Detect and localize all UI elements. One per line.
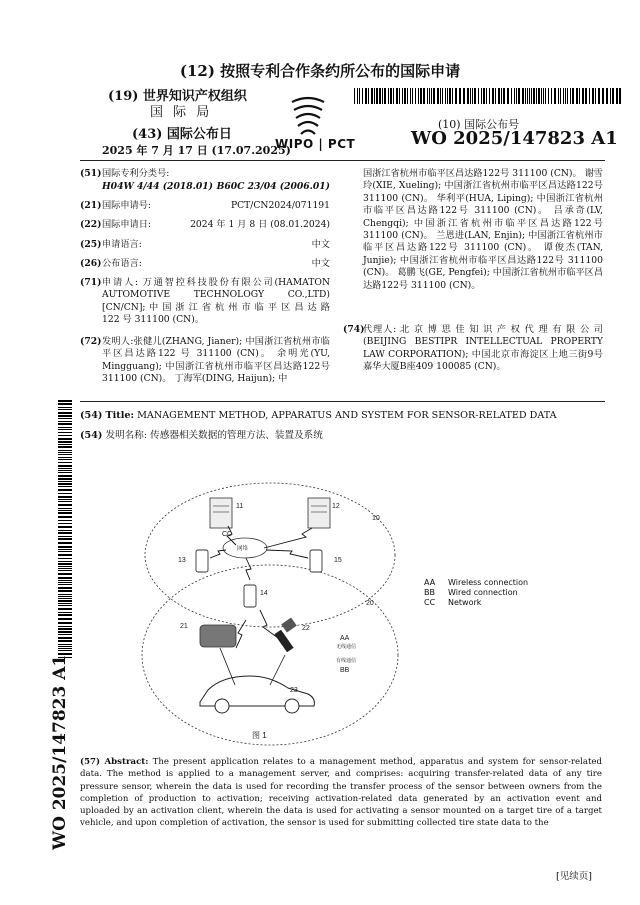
barcode-bar xyxy=(365,88,367,104)
barcode-bar xyxy=(374,88,375,104)
barcode-bar xyxy=(58,450,72,451)
barcode-bar xyxy=(429,88,430,104)
legend-item-bb: BB Wired connection xyxy=(424,588,518,597)
barcode-bar xyxy=(483,88,485,104)
filing-language-label: 申请语言: xyxy=(102,239,142,250)
barcode-bar xyxy=(58,582,72,583)
barcode-bar xyxy=(58,520,72,521)
barcode-bar xyxy=(58,561,72,562)
phone-15-icon xyxy=(310,550,322,572)
label-11: 11 xyxy=(236,503,244,510)
ipc-value-1: H04W 4/44 (2018.01) xyxy=(102,181,213,192)
barcode-bar xyxy=(431,88,432,104)
legend-item-cc: CC Network xyxy=(424,598,482,607)
filing-language-code: (25) xyxy=(80,239,102,250)
barcode-bar xyxy=(554,88,556,104)
barcode-bar xyxy=(572,88,574,104)
barcode-bar xyxy=(548,88,549,104)
barcode-bar xyxy=(58,504,72,506)
barcode-bar xyxy=(503,88,505,104)
ipc-value-2: B60C 23/04 (2006.01) xyxy=(216,181,330,192)
barcode-bar xyxy=(368,88,369,104)
barcode-bar xyxy=(58,650,72,651)
filing-date-code: (22) xyxy=(80,219,102,230)
barcode-bar xyxy=(376,88,378,104)
publication-language-code: (26) xyxy=(80,258,102,269)
barcode-bar xyxy=(420,88,422,104)
barcode-bar xyxy=(58,568,72,569)
barcode-bar xyxy=(58,415,72,417)
barcode-bar xyxy=(474,88,476,104)
barcode-bar xyxy=(58,554,72,556)
barcode-bar xyxy=(58,590,72,592)
barcode-bar xyxy=(58,435,72,436)
barcode-bar xyxy=(58,551,72,552)
activation-zone-20 xyxy=(142,565,398,745)
barcode-bar xyxy=(58,481,72,482)
barcode-bar xyxy=(516,88,517,104)
legend-item-aa: AA Wireless connection xyxy=(424,578,529,587)
barcode-bar xyxy=(427,88,428,104)
title-chinese-code: (54) xyxy=(80,430,103,441)
barcode-bar xyxy=(58,452,72,453)
barcode-bar xyxy=(418,88,419,104)
barcode-bar xyxy=(58,577,72,579)
barcode-bar xyxy=(58,468,72,469)
wipo-pct-logo-text: WIPO | PCT xyxy=(275,137,356,151)
barcode-bar xyxy=(598,88,600,104)
barcode-bar xyxy=(404,88,406,104)
barcode-bar xyxy=(58,628,72,630)
barcode-bar xyxy=(612,88,614,104)
label-aa-cn: 无线通信 xyxy=(336,644,357,650)
barcode-bar xyxy=(393,88,394,104)
publication-number-label: (10) 国际公布号 xyxy=(438,118,520,131)
label-20: 20 xyxy=(366,600,374,607)
barcode-bar xyxy=(58,612,72,613)
barcode-bar xyxy=(489,88,490,104)
barcode-bar xyxy=(58,459,72,460)
barcode-bar xyxy=(58,465,72,467)
organization-bureau: 国 际 局 xyxy=(150,105,213,120)
server-11-icon xyxy=(210,498,232,528)
tire-sensor-21-icon xyxy=(200,625,236,647)
barcode-bar xyxy=(58,646,72,647)
barcode-bar xyxy=(58,462,72,463)
barcode-bar xyxy=(379,88,381,104)
agent-row xyxy=(343,324,603,374)
barcode-bar xyxy=(58,438,72,440)
publication-number: WO 2025/147823 A1 xyxy=(411,128,618,149)
barcode-bar xyxy=(58,584,72,585)
barcode-bar xyxy=(415,88,416,104)
document-kind-title: (12) 按照专利合作条约所公布的国际申请 xyxy=(179,62,461,80)
barcode-bar xyxy=(58,421,72,422)
application-number: PCT/CN2024/071191 xyxy=(230,200,330,211)
barcode-bar xyxy=(551,88,552,104)
barcode-bar xyxy=(58,489,72,491)
barcode-bar xyxy=(58,542,72,544)
activation-tool-22-icon xyxy=(274,617,296,652)
inventors-row xyxy=(80,336,330,386)
barcode-bar xyxy=(384,88,386,104)
barcode-bar xyxy=(543,88,544,104)
barcode-bar xyxy=(58,634,72,635)
barcode-bar xyxy=(538,88,540,104)
barcode-bar xyxy=(58,600,72,602)
organization-name: (19) 世界知识产权组织 xyxy=(108,89,247,104)
barcode-bar xyxy=(58,648,72,649)
barcode-bar xyxy=(58,538,72,540)
inventors-code: (72) xyxy=(80,336,102,347)
barcode-bar xyxy=(452,88,453,104)
barcode-bar xyxy=(58,530,72,531)
barcode-bar xyxy=(58,457,72,458)
barcode-bar xyxy=(442,88,443,104)
application-number-label: 国际申请号: xyxy=(102,200,152,211)
applicant-code: (71) xyxy=(80,277,102,288)
side-publication-number: WO 2025/147823 A1 xyxy=(50,654,70,850)
publication-date: 2025 年 7 月 17 日 (17.07.2025) xyxy=(102,144,291,157)
barcode-bar xyxy=(463,88,465,104)
filing-date: 2024 年 1 月 8 日 (08.01.2024) xyxy=(190,219,330,230)
barcode-bar xyxy=(58,536,72,537)
barcode-bar xyxy=(402,88,403,104)
barcode-bar xyxy=(58,622,72,624)
label-aa: AA xyxy=(340,635,350,642)
barcode-bar xyxy=(455,88,457,104)
barcode-bar xyxy=(567,88,568,104)
barcode-bar xyxy=(545,88,546,104)
barcode-bar xyxy=(481,88,482,104)
barcode-bar xyxy=(472,88,473,104)
ipc-label: 国际专利分类号: xyxy=(102,168,170,179)
barcode-bar xyxy=(610,88,611,104)
barcode-bar xyxy=(582,88,584,104)
barcode-bar xyxy=(58,573,72,575)
title-chinese xyxy=(80,429,323,443)
car-23-icon xyxy=(200,676,314,713)
barcode-bar xyxy=(536,88,537,104)
barcode-bar xyxy=(58,501,72,502)
barcode-bar xyxy=(58,418,72,419)
wipo-logo-icon xyxy=(288,92,328,142)
filing-language: 中文 xyxy=(311,239,330,250)
barcode-bar xyxy=(541,88,542,104)
label-10: 10 xyxy=(372,515,380,522)
barcode-bar xyxy=(58,603,72,604)
barcode-bar xyxy=(58,409,72,410)
barcode-bar xyxy=(58,432,72,433)
barcode-bar xyxy=(558,88,559,104)
barcode-bar xyxy=(589,88,590,104)
barcode-bar xyxy=(576,88,578,104)
abstract-text: The present application relates to a management method, apparatus and system for sensor-related data. The method is applied to a management server, and comprises: acquiring transfer-related data of any tire pressure sensor, wherein the data is used for recording the transfer process of the sensor between owners from the completion of production to activation; receiving activation-related data generated by an activation event and uploaded by an activation client, wherein the data is used for activating a sensor mounted on a target tire of a target vehicle, and upon completion of activation, the sensor is used for submitting collected tire state data to the xyxy=(80,757,602,829)
barcode-bar xyxy=(58,516,72,518)
barcode-bar xyxy=(58,429,72,430)
ipc-row xyxy=(80,168,330,180)
server-12-icon xyxy=(308,498,330,528)
barcode-bar xyxy=(58,512,72,514)
barcode-bar xyxy=(459,88,461,104)
barcode-bar xyxy=(560,88,561,104)
barcode-bar xyxy=(619,88,621,104)
barcode-bar xyxy=(58,508,72,509)
publication-language-row xyxy=(80,258,330,270)
barcode-bar xyxy=(579,88,580,104)
filing-language-row xyxy=(80,239,330,251)
publication-date-label: (43) 国际公布日 xyxy=(132,127,232,142)
barcode-bar xyxy=(58,499,72,500)
barcode-bar xyxy=(58,446,72,448)
barcode-bar xyxy=(58,558,72,559)
barcode-bar xyxy=(58,510,72,511)
barcode-bar xyxy=(58,640,72,642)
barcode-bar xyxy=(495,88,496,104)
header-divider xyxy=(80,160,605,161)
application-number-row xyxy=(80,200,330,212)
barcode-bar xyxy=(58,427,72,428)
barcode-bar xyxy=(362,88,363,104)
barcode-bar xyxy=(58,493,72,494)
barcode-bar xyxy=(531,88,532,104)
barcode-bar xyxy=(58,523,72,524)
applicant: 申请人: 万通智控科技股份有限公司(HAMATON AUTOMOTIVE TECHNOLOGY CO.,LTD) [CN/CN]; 中 国 浙 江 省 杭 州 市 临 平 区 昌 达 路 122 号 311100 (CN)。 xyxy=(102,277,330,326)
barcode-bar xyxy=(399,88,400,104)
barcode-bar xyxy=(58,475,72,477)
abstract-label: (57) Abstract: xyxy=(80,757,149,767)
barcode-bar xyxy=(58,400,72,402)
barcode-bar xyxy=(58,637,72,639)
ipc-values-row xyxy=(80,181,330,193)
barcode-bar xyxy=(440,88,441,104)
figure-caption: 图 1 xyxy=(252,731,267,740)
continued-note: [见续页] xyxy=(556,871,592,882)
label-23: 23 xyxy=(290,687,298,694)
label-14: 14 xyxy=(260,590,268,597)
barcode-bar xyxy=(447,88,448,104)
barcode-bar xyxy=(382,88,383,104)
phone-14-icon xyxy=(244,585,256,607)
barcode-bar xyxy=(585,88,587,104)
barcode-bar xyxy=(595,88,596,104)
barcode-bar xyxy=(412,88,413,104)
barcode-bar xyxy=(525,88,526,104)
side-barcode xyxy=(58,400,72,660)
filing-date-row xyxy=(80,219,330,231)
barcode-bar xyxy=(407,88,408,104)
legend xyxy=(424,578,528,608)
barcode-bar xyxy=(501,88,502,104)
label-13: 13 xyxy=(178,557,186,564)
barcode-bar xyxy=(390,88,392,104)
barcode-bar xyxy=(437,88,439,104)
barcode-bar xyxy=(58,412,72,414)
biblio-divider xyxy=(80,401,605,402)
barcode-bar xyxy=(58,580,72,581)
phone-13-icon xyxy=(196,550,208,572)
agent-code: (74) xyxy=(343,324,365,335)
label-bb: BB xyxy=(340,667,350,674)
barcode-bar xyxy=(58,472,72,473)
barcode-bar xyxy=(449,88,451,104)
barcode-bar xyxy=(58,483,72,485)
barcode-bar xyxy=(396,88,398,104)
barcode-bar xyxy=(58,598,72,599)
title-english xyxy=(80,409,557,423)
ipc-code: (51) xyxy=(80,168,102,179)
label-15: 15 xyxy=(334,557,342,564)
barcode-bar xyxy=(529,88,530,104)
title-chinese-text: 传感器相关数据的管理方法、装置及系统 xyxy=(150,430,323,441)
barcode-bar xyxy=(570,88,571,104)
barcode-bar xyxy=(507,88,509,104)
barcode-bar xyxy=(518,88,520,104)
barcode-bar xyxy=(58,644,72,645)
barcode-bar xyxy=(533,88,535,104)
barcode-bar xyxy=(58,423,72,425)
barcode-bar xyxy=(606,88,608,104)
barcode-bar xyxy=(410,88,411,104)
barcode-bar xyxy=(58,403,72,405)
barcode-bar xyxy=(357,88,358,104)
barcode-bar xyxy=(58,478,72,480)
barcode-bar xyxy=(498,88,500,104)
applicant-row xyxy=(80,277,330,327)
agent: 代理人: 北 京 博 思 佳 知 识 产 权 代 理 有 限 公 司 (BEIJING BESTIPR INTELLECTUAL PROPERTY LAW CORPORATION); 中国北京市海淀区上地三街9号嘉华大厦B座409 100085 (CN)。 xyxy=(363,324,603,373)
barcode-bar xyxy=(58,587,72,589)
barcode-bar xyxy=(486,88,487,104)
inventors-left: 发明人:张健儿(ZHANG, Jianer); 中国浙江省杭州市临平区昌达路122 号 311100 (CN)。 余明光(YU, Mingguang); 中国浙江省杭州市临平区昌达路122号 311100 (CN)。 丁海军(DING, Haijun); 中 xyxy=(102,336,330,385)
barcode-bar xyxy=(527,88,528,104)
barcode-bar xyxy=(423,88,425,104)
label-12: 12 xyxy=(332,503,340,510)
barcode-bar xyxy=(565,88,566,104)
application-number-code: (21) xyxy=(80,200,102,211)
barcode-bar xyxy=(563,88,564,104)
label-21: 21 xyxy=(180,623,188,630)
barcode-bar xyxy=(58,594,72,595)
label-cc: CC xyxy=(222,531,233,538)
filing-date-label: 国际申请日: xyxy=(102,219,152,230)
publication-language: 中文 xyxy=(311,258,330,269)
barcode-bar xyxy=(511,88,512,104)
label-bb-cn: 有线通信 xyxy=(336,658,357,664)
barcode-bar xyxy=(58,444,72,445)
publication-language-label: 公布语言: xyxy=(102,258,142,269)
barcode-bar xyxy=(371,88,373,104)
network-zone-10 xyxy=(145,483,395,627)
label-network-cn: 网络 xyxy=(237,546,249,552)
title-chinese-label: 发明名称: xyxy=(105,430,148,441)
barcode-bar xyxy=(58,596,72,597)
barcode-bar xyxy=(514,88,515,104)
barcode-bar xyxy=(58,618,72,620)
barcode-bar xyxy=(359,88,360,104)
barcode-bar xyxy=(58,570,72,571)
barcode-bar xyxy=(58,532,72,534)
barcode-bar xyxy=(602,88,604,104)
barcode-bar xyxy=(58,631,72,633)
barcode-bar xyxy=(492,88,494,104)
barcode-bar xyxy=(58,546,72,548)
title-english-text: MANAGEMENT METHOD, APPARATUS AND SYSTEM FOR SENSOR-RELATED DATA xyxy=(137,410,557,421)
barcode-bar xyxy=(522,88,524,104)
barcode-bar xyxy=(58,407,72,408)
barcode-bar xyxy=(467,88,469,104)
barcode-bar xyxy=(433,88,435,104)
barcode-bar xyxy=(478,88,479,104)
barcode-bar xyxy=(58,614,72,616)
barcode-bar xyxy=(58,626,72,627)
barcode-bar xyxy=(58,486,72,487)
figure-1-diagram xyxy=(140,470,600,760)
barcode-bar xyxy=(388,88,389,104)
inventors-continued: 国浙江省杭州市临平区昌达路122号 311100 (CN)。 谢雪玲(XIE, Xueling); 中国浙江省杭州市临平区昌达路122号 311100 (CN)。 华利平(HUA, Liping); 中国浙江省杭州市临平区昌达路122号 311100 (CN)。 吕承奇(LV, Chengqi); 中国浙江省杭州市临平区昌达路122号 311100 (CN)。 兰恩进(LAN, Enjin); 中国浙江省杭州市临平区昌达路122号 311100 (CN)。 谭俊杰(TAN, Junjie); 中国浙江省杭州市临平区昌达路122号 311100 (CN)。 葛鹏飞(GE, Pengfei); 中国浙江省杭州市临平区昌达路122号 311100 (CN)。 xyxy=(363,168,604,291)
barcode-bar xyxy=(58,566,72,567)
barcode-bar xyxy=(58,608,72,610)
barcode-bar xyxy=(58,441,72,443)
barcode-bar xyxy=(58,526,72,528)
barcode-bar xyxy=(58,496,72,498)
barcode-bar xyxy=(445,88,446,104)
barcode-bar xyxy=(58,470,72,471)
barcode-bar xyxy=(354,88,355,104)
barcode-bar xyxy=(470,88,471,104)
abstract xyxy=(80,756,602,830)
barcode-bar xyxy=(592,88,594,104)
barcode-bar xyxy=(58,549,72,550)
barcode-bar xyxy=(58,563,72,565)
barcode-bar xyxy=(616,88,618,104)
barcode-bar xyxy=(58,605,72,606)
title-english-code: (54) xyxy=(80,410,103,421)
barcode-bar xyxy=(58,454,72,455)
label-22: 22 xyxy=(302,625,310,632)
title-english-label: Title: xyxy=(105,410,135,421)
top-barcode xyxy=(354,88,622,104)
